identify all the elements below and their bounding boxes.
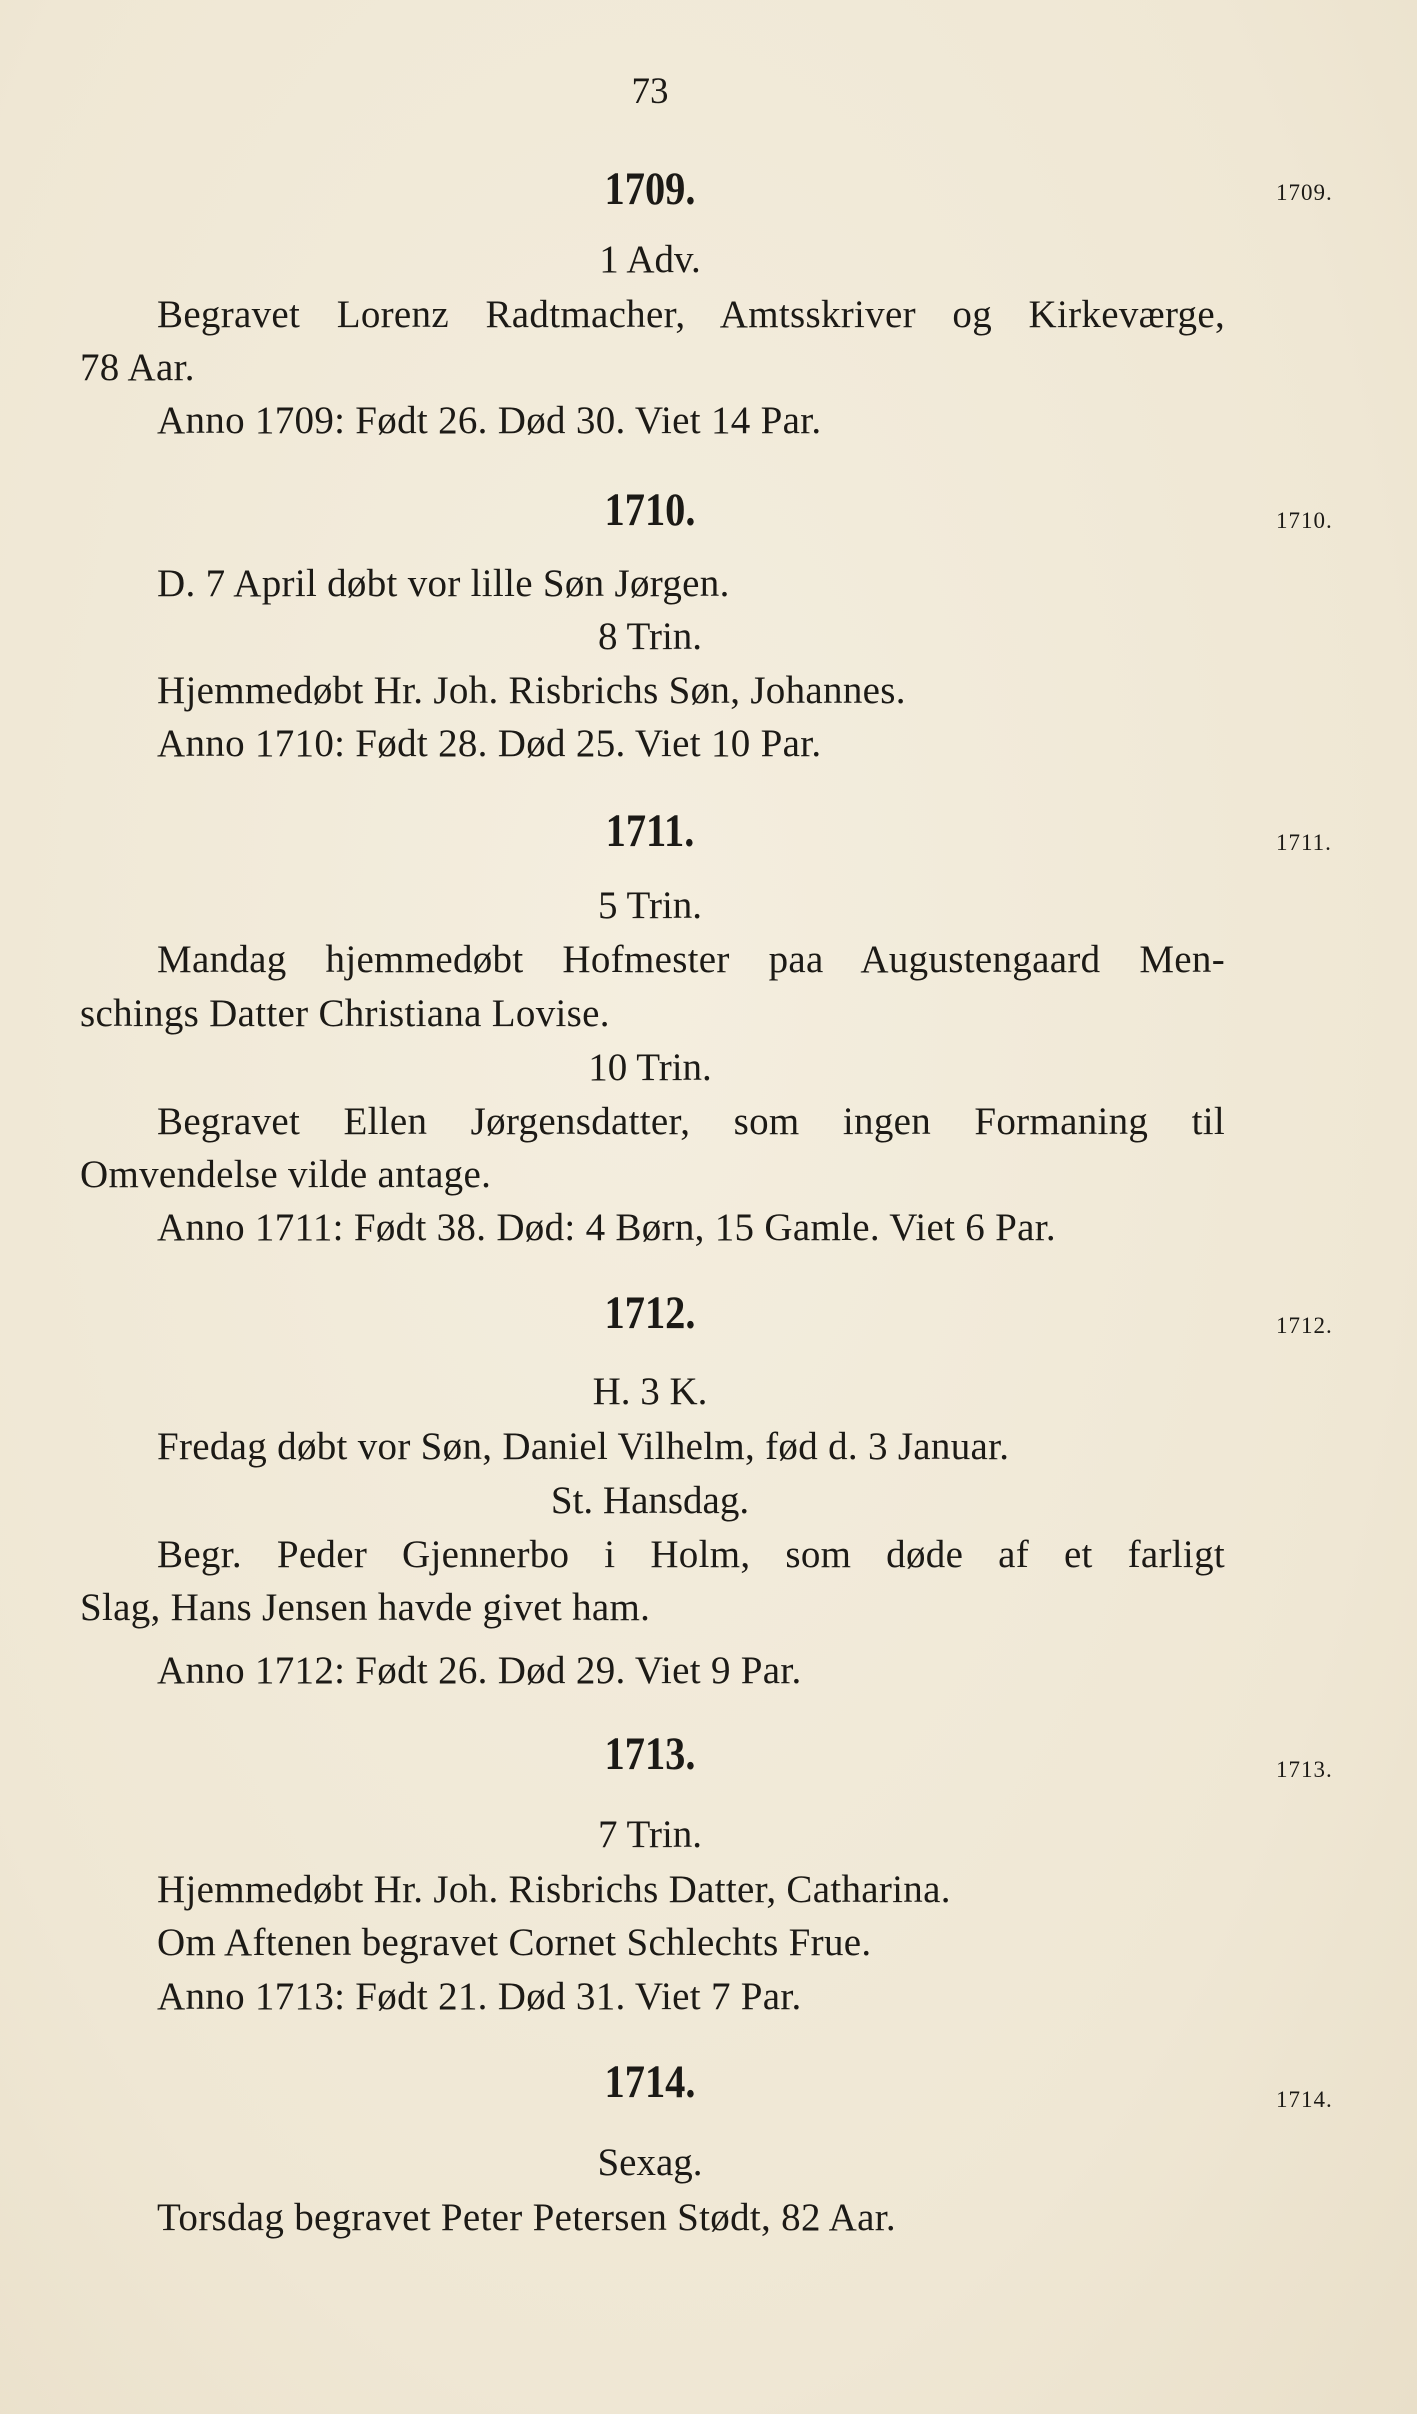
annual-summary: Anno 1712: Født 26. Død 29. Viet 9 Par. bbox=[157, 1649, 802, 1692]
entry-line: Slag, Hans Jensen havde givet ham. bbox=[80, 1586, 651, 1629]
margin-year-1713: 1713. bbox=[1276, 1757, 1333, 1782]
margin-year-1710: 1710. bbox=[1276, 508, 1333, 533]
margin-year-1714: 1714. bbox=[1276, 2087, 1333, 2112]
year-heading-1714: 1714. bbox=[604, 2056, 696, 2108]
margin-year-1712: 1712. bbox=[1276, 1313, 1333, 1338]
year-heading-1713: 1713. bbox=[604, 1728, 696, 1780]
year-heading-1710: 1710. bbox=[604, 484, 696, 536]
entry-line: Mandag hjemmedøbt Hofmester paa Augustengaard Men- bbox=[157, 938, 1225, 981]
entry-line: Begr. Peder Gjennerbo i Holm, som døde af et farligt bbox=[157, 1533, 1225, 1576]
entry-line: Begravet Ellen Jørgensdatter, som ingen Formaning til bbox=[157, 1100, 1225, 1143]
liturgical-day: Sexag. bbox=[597, 2141, 703, 2184]
entry-line: Om Aftenen begravet Cornet Schlechts Frue. bbox=[157, 1921, 872, 1964]
year-heading-1711: 1711. bbox=[605, 805, 695, 857]
page-number: 73 bbox=[631, 71, 669, 112]
liturgical-day: St. Hansdag. bbox=[550, 1479, 750, 1522]
entry-line: schings Datter Christiana Lovise. bbox=[80, 992, 610, 1035]
margin-year-1709: 1709. bbox=[1276, 180, 1333, 205]
entry-line: Begravet Lorenz Radtmacher, Amtsskriver og Kirkeværge, bbox=[157, 293, 1225, 336]
year-heading-1712: 1712. bbox=[604, 1287, 696, 1339]
liturgical-day: 10 Trin. bbox=[588, 1046, 712, 1089]
liturgical-day: 5 Trin. bbox=[597, 884, 703, 927]
liturgical-day: 7 Trin. bbox=[597, 1813, 703, 1856]
entry-line: 78 Aar. bbox=[80, 346, 195, 389]
entry-line: Torsdag begravet Peter Petersen Stødt, 82 Aar. bbox=[157, 2196, 896, 2239]
entry-line: Fredag døbt vor Søn, Daniel Vilhelm, fød d. 3 Januar. bbox=[157, 1425, 1010, 1468]
entry-line: Hjemmedøbt Hr. Joh. Risbrichs Datter, Catharina. bbox=[157, 1868, 951, 1911]
entry-line: Omvendelse vilde antage. bbox=[80, 1153, 492, 1196]
entry-line: D. 7 April døbt vor lille Søn Jørgen. bbox=[157, 562, 730, 605]
annual-summary: Anno 1709: Født 26. Død 30. Viet 14 Par. bbox=[157, 399, 822, 442]
entry-line: Hjemmedøbt Hr. Joh. Risbrichs Søn, Johannes. bbox=[157, 669, 906, 712]
year-heading-1709: 1709. bbox=[604, 163, 696, 215]
liturgical-day: 8 Trin. bbox=[597, 615, 703, 658]
liturgical-day: H. 3 K. bbox=[592, 1370, 708, 1413]
annual-summary: Anno 1710: Født 28. Død 25. Viet 10 Par. bbox=[157, 722, 822, 765]
annual-summary: Anno 1711: Født 38. Død: 4 Børn, 15 Gamle. Viet 6 Par. bbox=[157, 1206, 1056, 1249]
annual-summary: Anno 1713: Født 21. Død 31. Viet 7 Par. bbox=[157, 1975, 802, 2018]
margin-year-1711: 1711. bbox=[1276, 830, 1332, 855]
liturgical-day: 1 Adv. bbox=[599, 238, 701, 281]
